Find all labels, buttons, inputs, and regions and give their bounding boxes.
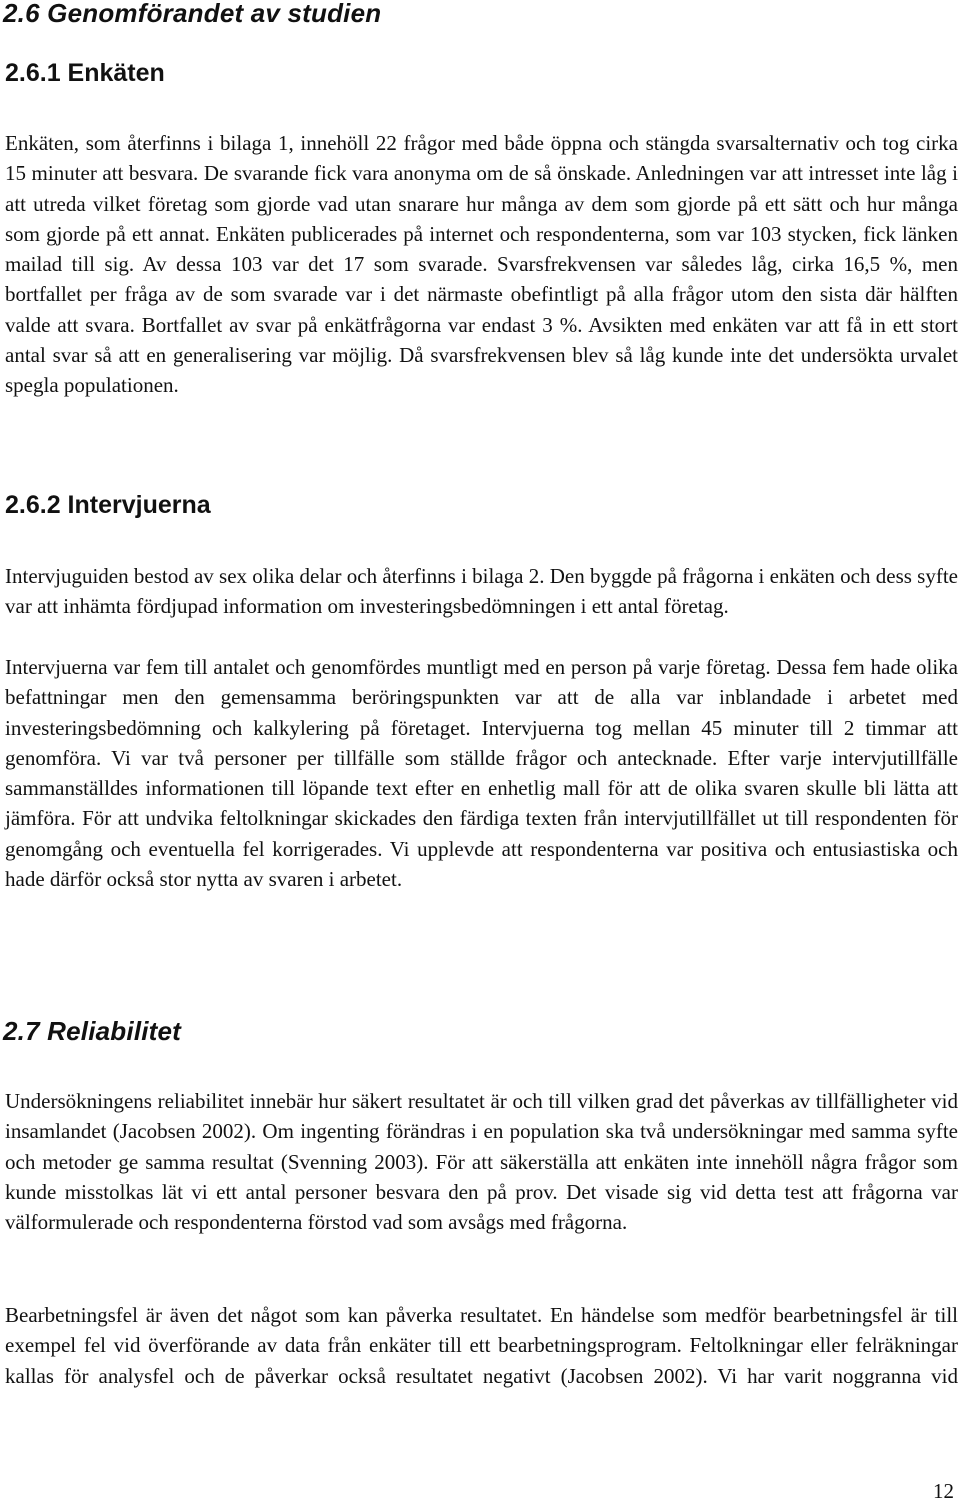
paragraph-intervjuguide: Intervjuguiden bestod av sex olika delar och återfinns i bilaga 2. Den byggde på frågorna i enkäten och dess syfte var att inhämta fördjupad information om investeringsbedömningen i ett antal företag. bbox=[5, 564, 958, 619]
paragraph-enkaten: Enkäten, som återfinns i bilaga 1, innehöll 22 frågor med både öppna och stängda svarsalternativ och tog cirka 15 minuter att besvara. De svarande fick vara anonyma om de så önskade. Anledningen var att intresset inte låg i att utreda vilket företag som gjorde vad utan snarare hur många av dem som gjorde på ett sätt och hur många som gjorde på ett annat. Enkäten publicerades på internet och respondenterna, som var 103 stycken, fick länken mailad till sig. Av dessa 103 var det 17 som svarade. Svarsfrekvensen var således låg, cirka 16,5 %, men bortfallet per fråga av de som svarade var i det närmaste obefintligt på alla frågor utom den sista där hälften valde att svara. Bortfallet av svar på enkätfrågorna var endast 3 %. Avsikten med enkäten var att få in ett stort antal svar så att en generalisering var möjlig. Då svarsfrekvensen blev så låg kunde inte det undersökta urvalet spegla populationen. bbox=[5, 131, 958, 398]
paragraph-bearbetningsfel: Bearbetningsfel är även det något som kan påverka resultatet. En händelse som medför bearbetningsfel är till exempel fel vid överförande av data från enkäter till ett bearbetningsprogram. Feltolkningar eller felräkningar kallas för analysfel och de påverkar också resultatet negativt (Jacobsen 2002). Vi har varit noggranna vid bbox=[5, 1303, 958, 1388]
section-heading-2-7: 2.7 Reliabilitet bbox=[3, 1016, 182, 1046]
paragraph-reliabilitet: Undersökningens reliabilitet innebär hur säkert resultatet är och till vilken grad det påverkas av tillfälligheter vid insamlandet (Jacobsen 2002). Om ingenting förändras i en population ska två undersökningar med samma syfte och metoder ge samma resultat (Svenning 2003). För att säkerställa att enkäten inte innehöll några frågor som kunde misstolkas lät vi ett antal personer besvara den på prov. Det visade sig vid detta test att frågorna var välformulerade och respondenterna förstod vad som avsågs med frågorna. bbox=[5, 1089, 958, 1235]
section-heading-2-6: 2.6 Genomförandet av studien bbox=[3, 0, 382, 28]
subsection-heading-2-6-2: 2.6.2 Intervjuerna bbox=[5, 491, 211, 519]
paragraph-intervjuerna: Intervjuerna var fem till antalet och genomfördes muntligt med en person på varje företag. Dessa fem hade olika befattningar men den gemensamma beröringspunkten var att de alla var inblandade i arbetet med investeringsbedömning och kalkylering på företaget. Intervjuerna tog mellan 45 minuter till 2 timmar att genomföra. Vi var två personer per tillfälle som ställde frågor och antecknade. Efter varje intervjutillfälle sammanställdes informationen till löpande text efter en enhetlig mall för att de olika svaren skulle bli lätta att jämföra. För att undvika feltolkningar skickades den färdiga texten från intervjutillfället ut till respondenten för genomgång och eventuella fel korrigerades. Vi upplevde att respondenterna var positiva och entusiastiska och hade därför också stor nytta av svaren i arbetet. bbox=[5, 655, 958, 892]
page-number: 12 bbox=[933, 1479, 954, 1503]
subsection-heading-2-6-1: 2.6.1 Enkäten bbox=[5, 59, 165, 87]
